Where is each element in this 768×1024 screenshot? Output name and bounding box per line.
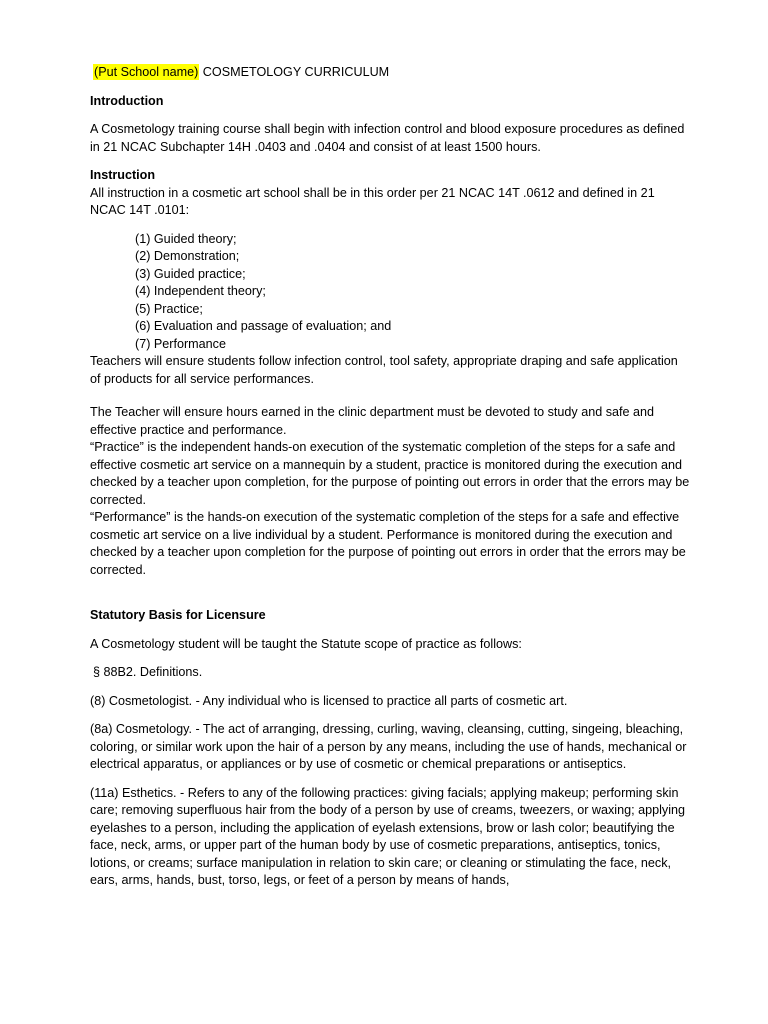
list-item: (2) Demonstration; [135,249,240,263]
list-item: (5) Practice; [135,301,203,316]
title-text: COSMETOLOGY CURRICULUM [199,65,390,79]
clinic-paragraph: The Teacher will ensure hours earned in the clinic department must be devoted to study and safe and effective practice and performance. [90,405,655,437]
list-item: (4) Independent theory; [135,284,266,298]
practice-definition-paragraph: “Practice” is the independent hands-on execution of the systematic completion of the steps for a safe and effective cosmetic art service on a mannequin by a student, practice is monitored during the execution and checked by a teacher upon completion, for the purpose of pointing out errors in order that the errors may be corrected. [90,440,690,507]
performance-definition-paragraph: “Performance” is the hands-on execution of the systematic completion of the steps for a safe and effective cosmetic art service on a live individual by a student. Performance is monitored during the execution and checked by a teacher upon completion for the purpose of pointing out errors in order that the errors may be corrected. [90,510,686,577]
definition-esthetics: (11a) Esthetics. - Refers to any of the following practices: giving facials; applying makeup; performing skin care; removing superfluous hair from the body of a person by use of creams, tweezers, or waxing; applying eyelashes to a person, including the application of eyelash extensions, brow or lash color; beautifying the face, neck, arms, or upper part of the human body by use of cosmetic preparations, antiseptics, tonics, lotions, or creams; surface manipulation in relation to skin care; or cleaning or stimulating the face, neck, ears, arms, hands, bust, torso, legs, or feet of a person by means of hands, [90,785,685,887]
list-item: (7) Performance [135,336,226,351]
school-name-placeholder: (Put School name) [94,65,199,79]
statutory-intro: A Cosmetology student will be taught the Statute scope of practice as follows: [90,636,522,651]
list-item: (3) Guided practice; [135,266,246,281]
introduction-paragraph: A Cosmetology training course shall begin with infection control and blood exposure procedures as defined in 21 NCAC Subchapter 14H .0403 and .0404 and consist of at least 1500 hours. [90,122,685,154]
instruction-steps-list [90,231,690,354]
document-page [90,64,690,890]
list-item: (6) Evaluation and passage of evaluation; and [135,319,392,333]
definition-cosmetologist: (8) Cosmetologist. - Any individual who is licensed to practice all parts of cosmetic art. [90,693,568,708]
list-item: (1) Guided theory; [135,231,237,246]
instruction-paragraph: All instruction in a cosmetic art school shall be in this order per 21 NCAC 14T .0612 and defined in 21 NCAC 14T .0101: [90,185,655,217]
statutory-heading: Statutory Basis for Licensure [90,608,266,622]
definition-cosmetology: (8a) Cosmetology. - The act of arranging, dressing, curling, waving, cleansing, cutting, singeing, bleaching, coloring, or similar work upon the hair of a person by any means, including the use of hands, mechanical or electrical apparatus, or appliances or by use of cosmetic or chemical preparations or antiseptics. [90,722,687,771]
teachers-paragraph: Teachers will ensure students follow infection control, tool safety, appropriate draping and safe application of products for all service performances. [90,354,678,386]
document-title [90,64,690,82]
statute-section-title: § 88B2. Definitions. [93,665,203,679]
introduction-heading: Introduction [90,93,164,108]
instruction-heading: Instruction [90,168,156,182]
